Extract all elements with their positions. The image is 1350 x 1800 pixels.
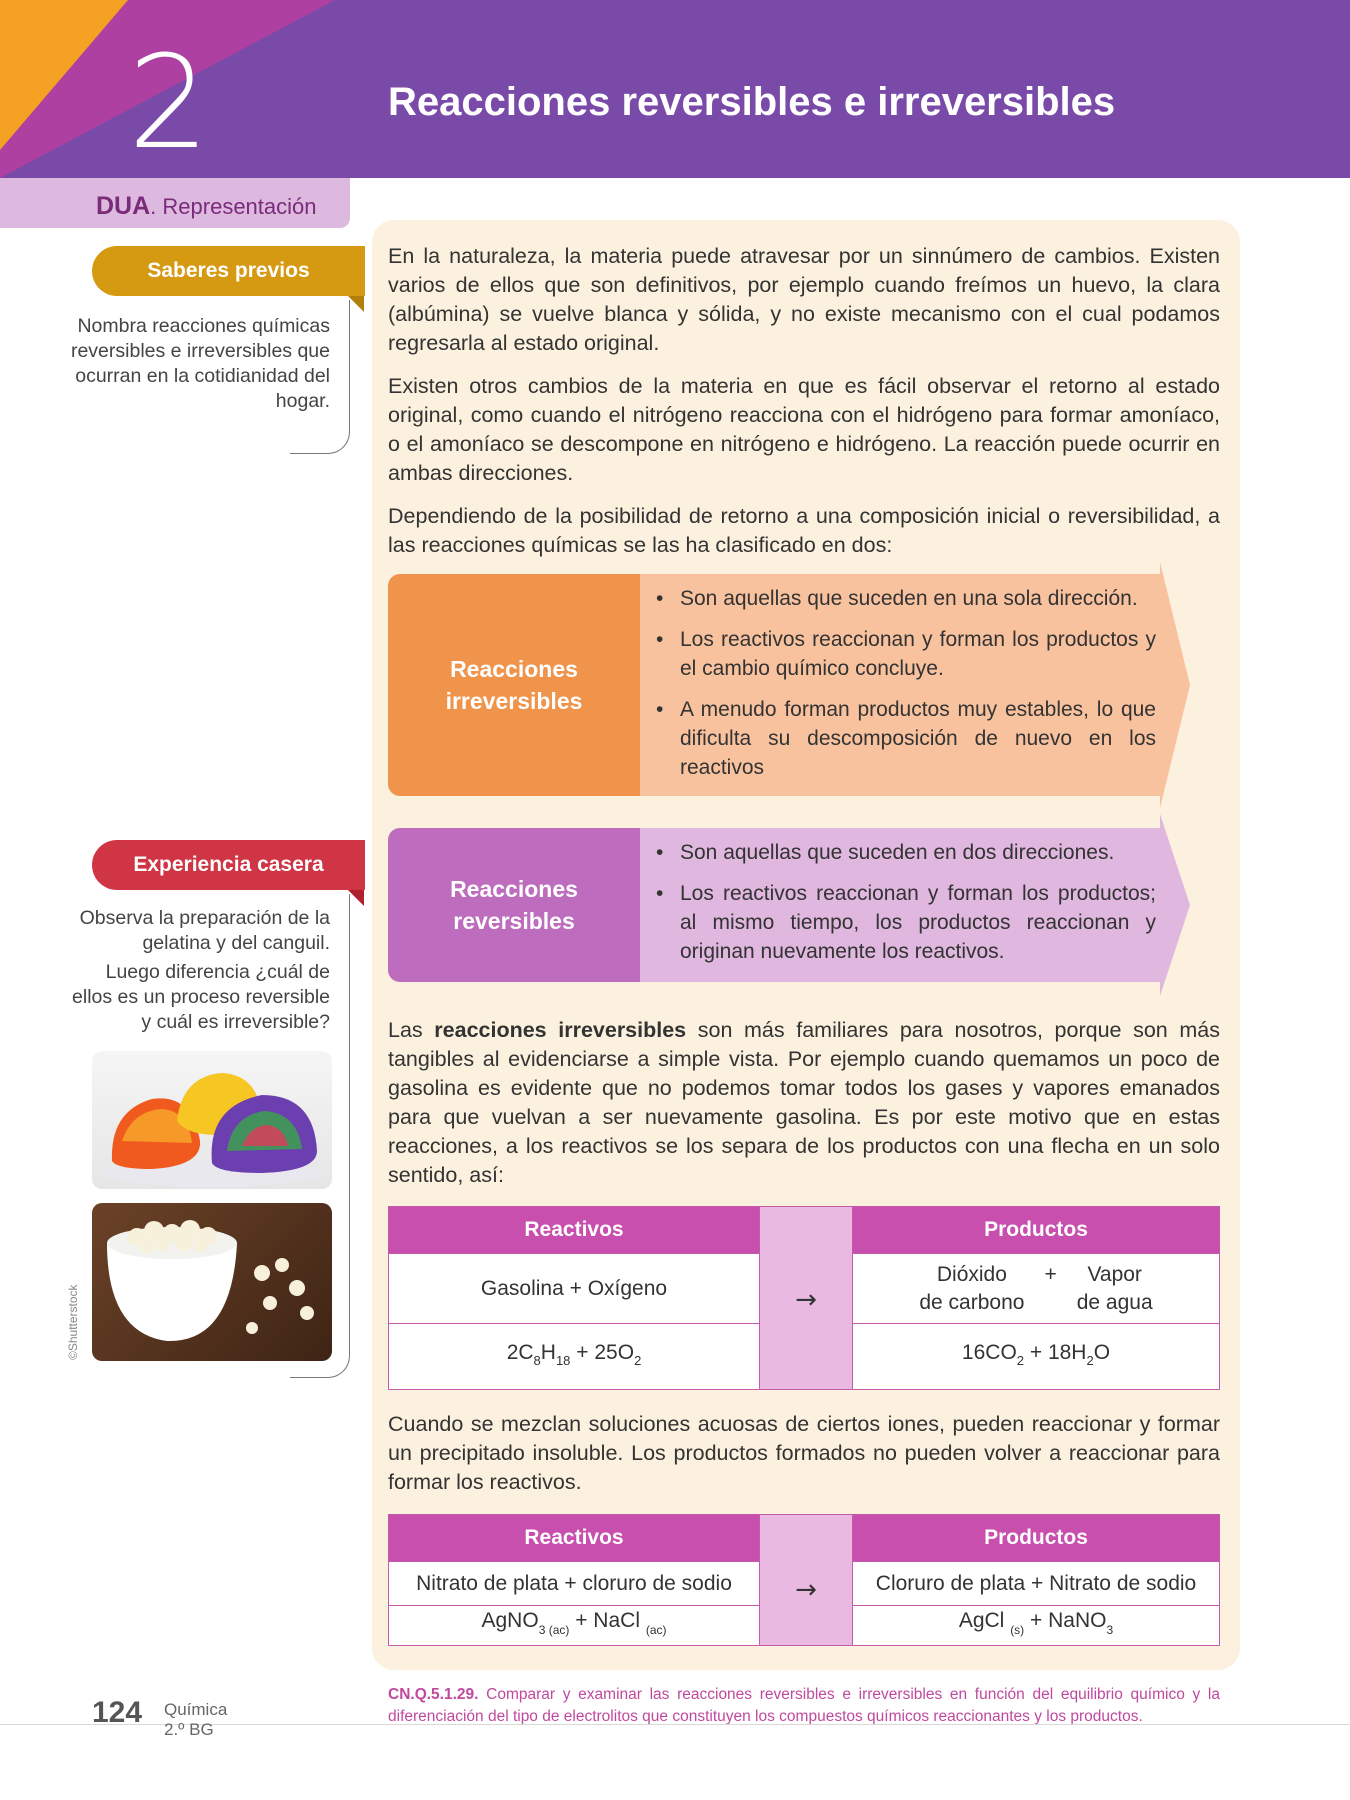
criterion-text: Comparar y examinar las reacciones reversibles e irreversibles en función del equilibrio químico y la diferenciación del tipo de electrolitos que constituyen los compuestos químicos reaccionantes y los productos. xyxy=(388,1686,1220,1725)
paragraph-3: Dependiendo de la posibilidad de retorno a una composición inicial o reversibilidad, a las reacciones químicas se las ha clasificado en dos: xyxy=(388,504,1220,557)
product-b-line2: de agua xyxy=(1076,1290,1153,1314)
experiencia-tab-fold xyxy=(348,890,364,906)
formula-sub: 8 xyxy=(533,1352,541,1368)
product-a-line2: de carbono xyxy=(919,1290,1025,1314)
formula-part: + NaCl xyxy=(569,1609,646,1632)
experiencia-text-2: Luego diferencia ¿cuál de ellos es un proceso reversible y cuál es irreversible? xyxy=(72,961,330,1033)
formula-part: 2C xyxy=(506,1340,534,1364)
reversible-label-line1: Reacciones xyxy=(450,876,578,902)
paragraph-5: Cuando se mezclan soluciones acuosas de ciertos iones, pueden reaccionar y formar un precipitado insoluble. Los productos formados no pueden volver a reaccionar para formar los reactivos. xyxy=(388,1412,1220,1494)
formula-sub: 2 xyxy=(1016,1352,1025,1368)
dua-label xyxy=(96,192,317,221)
product-b-line1: Vapor xyxy=(1087,1262,1142,1286)
list-item: • Son aquellas que suceden en dos direcciones. xyxy=(650,838,1156,867)
irreversible-label xyxy=(388,574,640,796)
formula-plus: + xyxy=(570,1340,595,1364)
paragraph-4-pre: Las xyxy=(388,1018,435,1042)
reactants-formula xyxy=(389,1323,759,1389)
reaction-arrow: → xyxy=(795,1575,817,1605)
curriculum-criterion xyxy=(388,1684,1220,1728)
irreversible-label-line1: Reacciones xyxy=(450,656,578,682)
saberes-previos-pill: Saberes previos xyxy=(92,246,365,296)
arrow-column xyxy=(760,1514,852,1646)
formula-sub: 3 (ac) xyxy=(538,1623,570,1637)
experiencia-casera-pill: Experiencia casera xyxy=(92,840,365,890)
photo-credit: ©Shutterstock xyxy=(66,1284,80,1360)
products-header: Productos xyxy=(853,1515,1219,1561)
reactants-header: Reactivos xyxy=(389,1515,759,1561)
chapter-number: 2 xyxy=(128,29,210,178)
gelatin-photo xyxy=(92,1051,332,1189)
subject-name: Química xyxy=(164,1700,228,1719)
formula-part: 25O xyxy=(594,1340,635,1364)
page-title: Reacciones reversibles e irreversibles xyxy=(388,80,1116,124)
reversible-label-line2: reversibles xyxy=(453,908,575,934)
chapter-header xyxy=(0,0,1350,178)
grade-label: 2.º BG xyxy=(164,1720,214,1739)
reversible-reactions-box xyxy=(388,828,1218,982)
experiencia-text-1: Observa la preparación de la gelatina y del canguil. xyxy=(79,907,330,954)
reactants-column xyxy=(388,1514,760,1646)
reversible-list xyxy=(650,838,1156,978)
popcorn-photo xyxy=(92,1203,332,1361)
formula-sub: 2 xyxy=(1086,1352,1094,1368)
irreversible-list xyxy=(650,584,1156,794)
dua-rest: . Representación xyxy=(150,194,317,219)
reactants-formula xyxy=(389,1605,759,1645)
list-item: • Son aquellas que suceden en una sola dirección. xyxy=(650,584,1156,613)
reaction-arrow: → xyxy=(795,1285,817,1315)
reactants-header: Reactivos xyxy=(389,1207,759,1253)
formula-plus: + xyxy=(1024,1340,1048,1364)
list-item: • A menudo forman productos muy estables, lo que dificulta su descomposición de nuevo en los reactivos xyxy=(650,695,1156,782)
formula-sub: 18 xyxy=(555,1352,571,1368)
formula-part: 16CO xyxy=(961,1340,1017,1364)
arrow-column xyxy=(760,1206,852,1390)
irreversible-arrow-head xyxy=(1160,562,1190,808)
formula-sub: (ac) xyxy=(645,1623,667,1637)
formula-part: H xyxy=(540,1340,556,1364)
products-formula xyxy=(853,1605,1219,1645)
products-header: Productos xyxy=(853,1207,1219,1253)
products-column xyxy=(852,1514,1220,1646)
product-a-line1: Dióxido xyxy=(936,1262,1007,1286)
reaction-table-silver-nitrate xyxy=(388,1514,1220,1646)
products-column xyxy=(852,1206,1220,1390)
products-formula xyxy=(853,1323,1219,1389)
product-plus: + xyxy=(1044,1262,1057,1286)
dua-bold: DUA xyxy=(96,192,151,220)
formula-part: AgNO xyxy=(481,1609,539,1632)
subject-label xyxy=(164,1700,227,1740)
reactants-column xyxy=(388,1206,760,1390)
reactants-words: Gasolina + Oxígeno xyxy=(389,1253,759,1323)
saberes-tab-fold xyxy=(348,296,364,312)
products-words xyxy=(853,1253,1219,1323)
formula-part: O xyxy=(1093,1340,1111,1364)
reaction-table-gasoline xyxy=(388,1206,1220,1390)
formula-part: + NaNO xyxy=(1024,1609,1107,1632)
formula-sub: 3 xyxy=(1106,1623,1114,1637)
experiencia-text xyxy=(70,906,330,1035)
page-number: 124 xyxy=(92,1696,143,1729)
paragraph-4 xyxy=(388,1016,1220,1190)
header-orange-corner xyxy=(0,0,128,150)
reversible-label xyxy=(388,828,640,982)
products-words: Cloruro de plata + Nitrato de sodio xyxy=(853,1561,1219,1605)
paragraph-2: Existen otros cambios de la materia en que es fácil observar el retorno al estado original, como cuando el nitrógeno reacciona con el hidrógeno para formar amoníaco, o el amoníaco se descompone en nitrógeno e hidrógeno. La reacción puede ocurrir en ambas direcciones. xyxy=(388,374,1220,485)
paragraph-4-bold: reacciones irreversibles xyxy=(434,1018,687,1042)
irreversible-reactions-box xyxy=(388,574,1218,796)
reversible-arrow-head xyxy=(1160,814,1190,996)
formula-sub: 2 xyxy=(634,1352,642,1368)
criterion-code: CN.Q.5.1.29. xyxy=(388,1686,479,1703)
irreversible-label-line2: irreversibles xyxy=(445,688,583,714)
list-item: • Los reactivos reaccionan y forman los productos y el cambio químico concluye. xyxy=(650,625,1156,683)
saberes-text: Nombra reacciones químicas reversibles e irreversibles que ocurran en la cotidianidad del hogar. xyxy=(70,315,330,412)
paragraph-1: En la naturaleza, la materia puede atravesar por un sinnúmero de cambios. Existen varios de ellos que son definitivos, por ejemplo cuando freímos un huevo, la clara (albúmina) se vuelve blanca y sólida, y no existe mecanismo con el cual podamos regresarla al estado original. xyxy=(388,244,1220,355)
paragraph-4-post: son más familiares para nosotros, porque son más tangibles al evidenciarse a simple vista. Por ejemplo cuando quemamos un poco de gasolina es evidente que no podemos tomar todos los gases y vapores emanados para que vuelvan a ser nuevamente gasolina. Es por este motivo que en estas reacciones, a los reactivos se los separa de los productos con una flecha en un solo sentido, así: xyxy=(388,1018,1220,1187)
formula-part: AgCl xyxy=(958,1609,1011,1632)
reactants-words: Nitrato de plata + cloruro de sodio xyxy=(389,1561,759,1605)
formula-part: 18H xyxy=(1047,1340,1087,1364)
formula-sub: (s) xyxy=(1010,1623,1025,1637)
list-item: • Los reactivos reaccionan y forman los productos; al mismo tiempo, los productos reaccionan y originan nuevamente los reactivos. xyxy=(650,879,1156,966)
